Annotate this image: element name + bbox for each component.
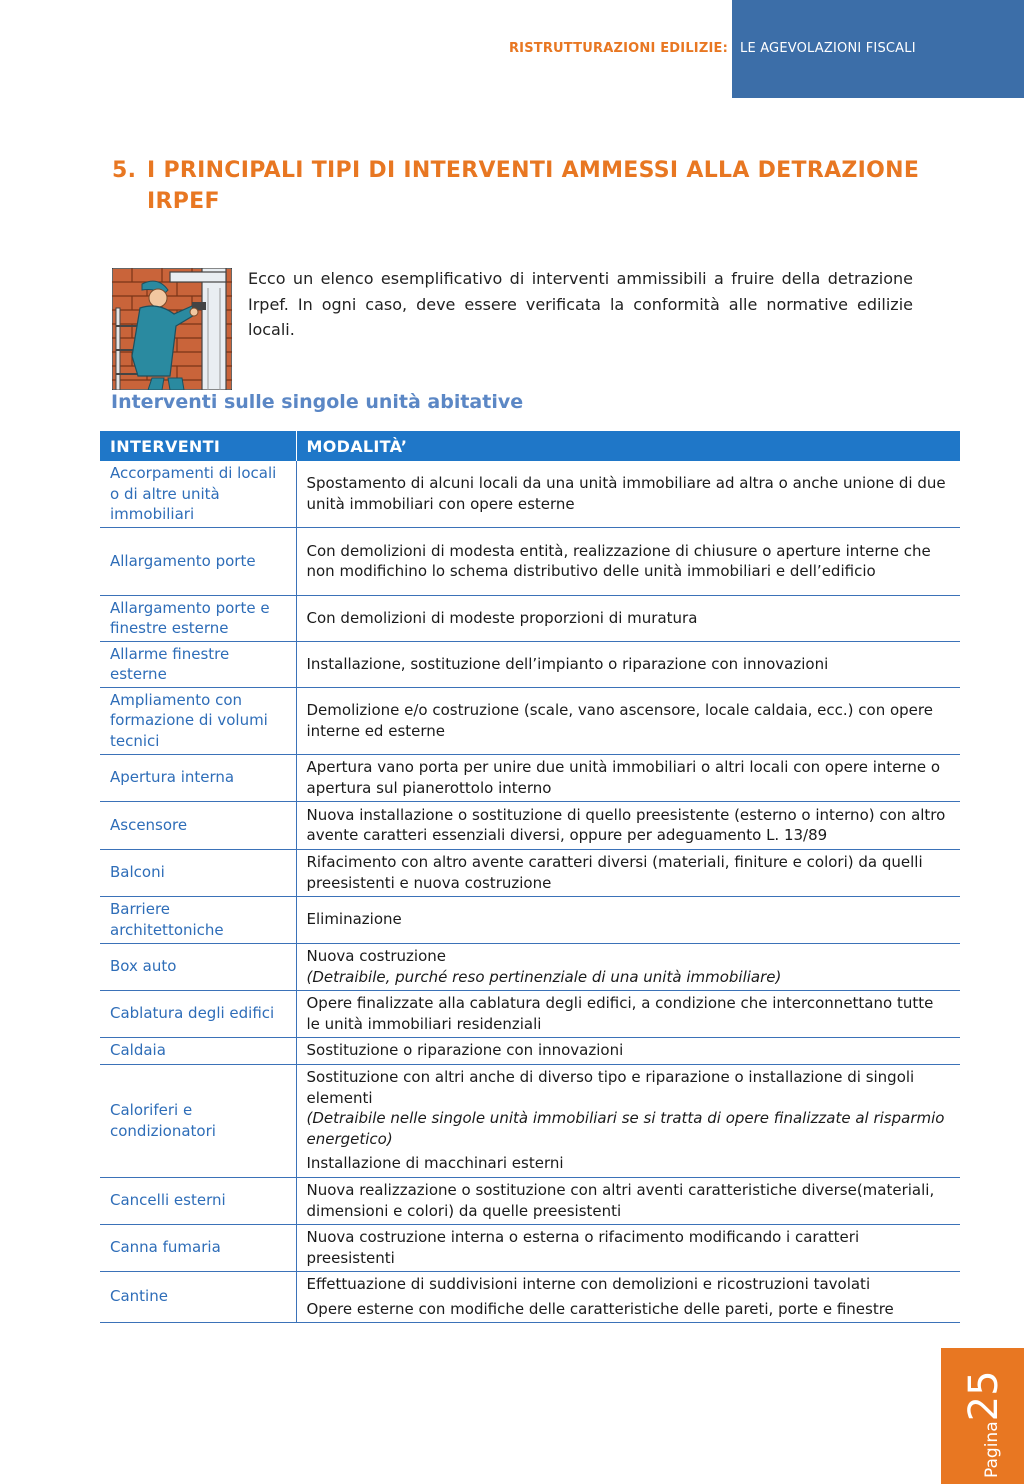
table-row bbox=[100, 641, 960, 687]
section-title-line2: IRPEF bbox=[147, 189, 220, 214]
modalita-cell: Spostamento di alcuni locali da una unità immobiliare ad altra o anche unione di due unità immobiliari con opere esterne bbox=[296, 461, 960, 527]
intervento-cell: Allargamento porte bbox=[100, 527, 296, 595]
intervento-cell: Apertura interna bbox=[100, 754, 296, 801]
table-header-row bbox=[100, 431, 960, 461]
table-row bbox=[100, 527, 960, 595]
intervento-cell: Balconi bbox=[100, 849, 296, 896]
modalita-cell bbox=[296, 1271, 960, 1322]
modalita-cell: Con demolizioni di modesta entità, realizzazione di chiusure o aperture interne che non modifichino lo schema distributivo delle unità immobiliari e dell’edificio bbox=[296, 527, 960, 595]
page-number-label bbox=[961, 1370, 1007, 1478]
section-title bbox=[112, 155, 932, 217]
worker-illustration bbox=[112, 268, 232, 390]
header-section-label: RISTRUTTURAZIONI EDILIZIE: bbox=[508, 41, 728, 56]
table-row bbox=[100, 1271, 960, 1322]
section-title-line1: I PRINCIPALI TIPI DI INTERVENTI AMMESSI ALLA DETRAZIONE bbox=[147, 158, 920, 183]
table-row bbox=[100, 1064, 960, 1177]
header-title-box bbox=[732, 0, 1024, 98]
table-row bbox=[100, 687, 960, 754]
intervento-cell: Cantine bbox=[100, 1271, 296, 1322]
modalita-extra: Opere esterne con modifiche delle caratteristiche delle pareti, porte e finestre bbox=[306, 1299, 894, 1318]
modalita-cell: Demolizione e/o costruzione (scale, vano ascensore, locale caldaia, ecc.) con opere interne ed esterne bbox=[296, 687, 960, 754]
table-row bbox=[100, 943, 960, 990]
intervento-cell: Box auto bbox=[100, 943, 296, 990]
modalita-text: Sostituzione con altri anche di diverso tipo e riparazione o installazione di singoli elementi bbox=[306, 1068, 915, 1107]
intervento-cell: Accorpamenti di locali o di altre unità immobiliari bbox=[100, 461, 296, 527]
table-row bbox=[100, 461, 960, 527]
modalita-cell: Eliminazione bbox=[296, 896, 960, 943]
header-title: LE AGEVOLAZIONI FISCALI bbox=[740, 41, 916, 56]
modalita-extra: Installazione di macchinari esterni bbox=[306, 1154, 564, 1173]
table-row bbox=[100, 849, 960, 896]
page-number: 25 bbox=[961, 1370, 1007, 1422]
modalita-cell: Nuova realizzazione o sostituzione con altri aventi caratteristiche diverse(materiali, dimensioni e colori) da quelle preesistenti bbox=[296, 1177, 960, 1224]
modalita-cell: Nuova installazione o sostituzione di quello preesistente (esterno o interno) con altro avente caratteri essenziali diversi, oppure per adeguamento L. 13/89 bbox=[296, 801, 960, 849]
modalita-cell bbox=[296, 943, 960, 990]
modalita-text: Nuova costruzione bbox=[306, 947, 446, 965]
table-row bbox=[100, 754, 960, 801]
table-row bbox=[100, 990, 960, 1037]
table-row bbox=[100, 595, 960, 641]
intro-paragraph: Ecco un elenco esemplificativo di interventi ammissibili a fruire della detrazione Irpef. In ogni caso, deve essere verificata la conformità alle normative edilizie locali. bbox=[248, 269, 913, 339]
intervento-cell: Allarme finestre esterne bbox=[100, 641, 296, 687]
subsection-title: Interventi sulle singole unità abitative bbox=[111, 391, 524, 413]
table-row bbox=[100, 801, 960, 849]
table-row bbox=[100, 896, 960, 943]
modalita-cell: Opere finalizzate alla cablatura degli edifici, a condizione che interconnettano tutte le unità immobiliari residenziali bbox=[296, 990, 960, 1037]
modalita-note: (Detraibile, purché reso pertinenziale di una unità immobiliare) bbox=[306, 967, 782, 986]
modalita-cell: Apertura vano porta per unire due unità immobiliari o altri locali con opere interne o apertura sul pianerottolo interno bbox=[296, 754, 960, 801]
page-label: Pagina bbox=[982, 1421, 1002, 1478]
intervento-cell: Ampliamento con formazione di volumi tecnici bbox=[100, 687, 296, 754]
intervento-cell: Cancelli esterni bbox=[100, 1177, 296, 1224]
modalita-cell bbox=[296, 1064, 960, 1177]
intervento-cell: Caldaia bbox=[100, 1037, 296, 1064]
intervento-cell: Barriere architettoniche bbox=[100, 896, 296, 943]
modalita-cell: Nuova costruzione interna o esterna o rifacimento modificando i caratteri preesistenti bbox=[296, 1224, 960, 1271]
table-row bbox=[100, 1037, 960, 1064]
modalita-cell: Sostituzione o riparazione con innovazioni bbox=[296, 1037, 960, 1064]
intervento-cell: Caloriferi e condizionatori bbox=[100, 1064, 296, 1177]
section-number: 5. bbox=[112, 158, 137, 183]
interventions-table bbox=[100, 431, 960, 1323]
modalita-cell: Con demolizioni di modeste proporzioni di muratura bbox=[296, 595, 960, 641]
intervento-cell: Cablatura degli edifici bbox=[100, 990, 296, 1037]
modalita-text: Effettuazione di suddivisioni interne con demolizioni e ricostruzioni tavolati bbox=[306, 1275, 871, 1293]
intervento-cell: Allargamento porte e finestre esterne bbox=[100, 595, 296, 641]
table-row bbox=[100, 1177, 960, 1224]
page-number-box bbox=[941, 1348, 1024, 1484]
modalita-note: (Detraibile nelle singole unità immobiliari se si tratta di opere finalizzate al risparmio energetico) bbox=[306, 1109, 945, 1148]
table-row bbox=[100, 1224, 960, 1271]
column-header-modalita: MODALITÀ’ bbox=[296, 431, 960, 461]
intervento-cell: Ascensore bbox=[100, 801, 296, 849]
column-header-interventi: INTERVENTI bbox=[100, 431, 296, 461]
intervento-cell: Canna fumaria bbox=[100, 1224, 296, 1271]
modalita-cell: Rifacimento con altro avente caratteri diversi (materiali, finiture e colori) da quelli preesistenti e nuova costruzione bbox=[296, 849, 960, 896]
modalita-cell: Installazione, sostituzione dell’impianto o riparazione con innovazioni bbox=[296, 641, 960, 687]
